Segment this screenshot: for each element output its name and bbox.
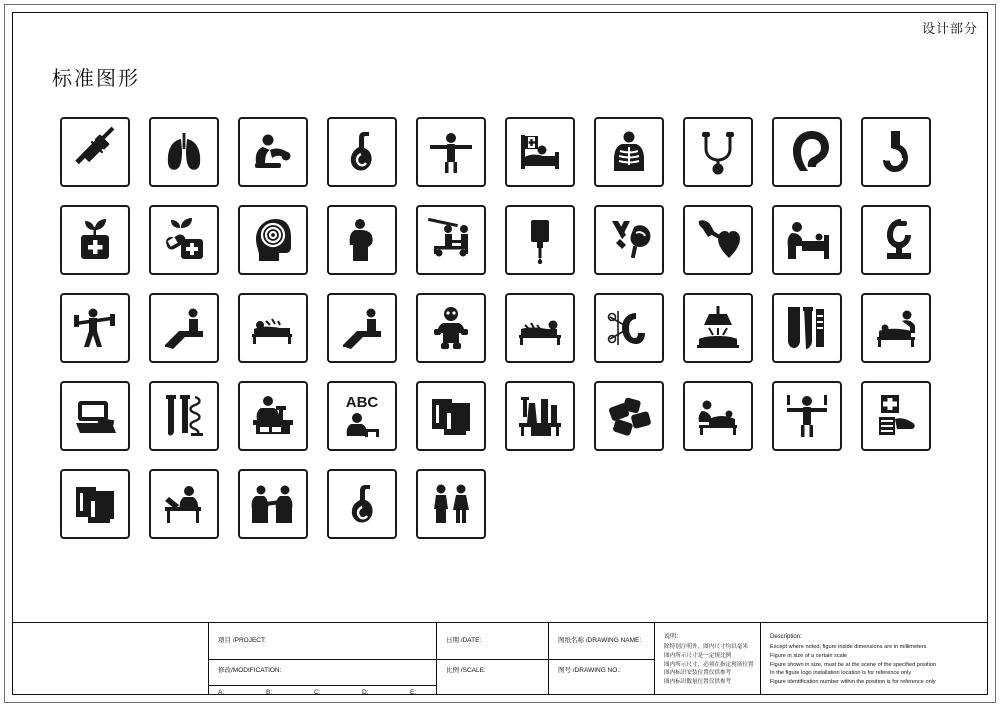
massage-bed-icon xyxy=(238,293,308,363)
icon-cell xyxy=(139,196,228,284)
infant-feeding-icon xyxy=(238,117,308,187)
first-aid-hand-icon xyxy=(861,381,931,451)
icon-cell xyxy=(406,372,495,460)
lab-bench-icon xyxy=(505,381,575,451)
notes-cn-line: 除特别注明外，图内尺寸均以毫米 xyxy=(664,644,748,651)
icon-cell xyxy=(228,196,317,284)
mod-letter-e: E: xyxy=(410,689,417,696)
tb-divider xyxy=(760,623,761,695)
notes-cn-line: 图内所示尺寸，必须在指定现场位置 xyxy=(664,661,754,668)
icon-cell xyxy=(317,284,406,372)
sheet-corner-label: 设计部分 xyxy=(921,21,978,36)
icon-cell xyxy=(317,372,406,460)
icon-cell xyxy=(317,108,406,196)
stomach-2-icon xyxy=(327,469,397,539)
icon-cell xyxy=(317,460,406,548)
page-title: 标准图形 xyxy=(52,68,140,90)
mod-letter-a: A: xyxy=(218,689,225,696)
notes-cn xyxy=(664,633,754,687)
icon-cell xyxy=(851,196,940,284)
mod-letter-b: B: xyxy=(266,689,273,696)
icon-cell xyxy=(317,196,406,284)
notes-cn-line: 图内标识安装位置仅供参考 xyxy=(664,670,732,677)
body-scan-icon xyxy=(772,381,842,451)
bed-care-icon xyxy=(772,205,842,275)
pharmacy-pills-icon xyxy=(149,205,219,275)
svg-text:ABC: ABC xyxy=(345,394,378,411)
ear-icon xyxy=(772,117,842,187)
microscope-icon xyxy=(861,205,931,275)
icon-cell xyxy=(228,108,317,196)
file-folder-2-icon xyxy=(60,469,130,539)
stethoscope-icon xyxy=(683,117,753,187)
icon-cell xyxy=(406,460,495,548)
treatment-table-icon xyxy=(861,293,931,363)
icon-grid xyxy=(50,108,940,548)
kidney-icon xyxy=(594,293,664,363)
abc-classroom-icon xyxy=(327,381,397,451)
operating-lamp-icon xyxy=(683,293,753,363)
icon-cell xyxy=(50,460,139,548)
icon-cell xyxy=(139,372,228,460)
tb-divider xyxy=(208,685,436,686)
notes-cn-head: 说明： xyxy=(664,634,683,640)
stomach-icon xyxy=(327,117,397,187)
tb-divider xyxy=(208,659,436,660)
drawing-no-label: 图号 /DRAWING NO.: xyxy=(558,667,621,674)
icon-cell xyxy=(495,108,584,196)
icon-cell xyxy=(851,284,940,372)
icon-cell xyxy=(228,284,317,372)
pregnancy-icon xyxy=(327,205,397,275)
notes-en-line: Except where noted, figure inside dimensions are in millimeters xyxy=(770,644,927,651)
desk-worker-icon xyxy=(149,469,219,539)
icon-cell xyxy=(406,108,495,196)
icon-cell xyxy=(673,108,762,196)
notes-cn-line: 图内标识数量位置仅供参考 xyxy=(664,678,732,685)
mod-letter-c: C: xyxy=(314,689,321,696)
modification-label: 修改/MODIFICATION: xyxy=(218,667,282,674)
icon-cell xyxy=(851,108,940,196)
project-label: 项目 /PROJECT: xyxy=(218,637,267,644)
patient-lying-icon xyxy=(505,293,575,363)
notes-en-head: Description: xyxy=(770,634,802,640)
icon-cell xyxy=(673,284,762,372)
lab-flask-icon xyxy=(149,381,219,451)
scale-label: 比例 /SCALE: xyxy=(446,667,486,674)
x-ray-body-icon xyxy=(416,117,486,187)
icon-cell xyxy=(762,284,851,372)
icon-cell xyxy=(495,196,584,284)
icon-cell xyxy=(762,372,851,460)
lungs-icon xyxy=(149,117,219,187)
patient-transfer-icon xyxy=(416,205,486,275)
consultation-icon xyxy=(238,469,308,539)
chest-ribs-icon xyxy=(594,117,664,187)
icon-cell xyxy=(50,196,139,284)
icon-cell xyxy=(851,372,940,460)
icon-cell xyxy=(139,460,228,548)
laundry-icon xyxy=(594,381,664,451)
herbal-medicine-icon xyxy=(60,205,130,275)
icon-cell xyxy=(139,108,228,196)
tb-divider xyxy=(548,659,654,660)
escalator-icon xyxy=(149,293,219,363)
icon-cell xyxy=(50,372,139,460)
icon-cell xyxy=(495,372,584,460)
surgery-tools-icon xyxy=(594,205,664,275)
notes-en-line: In the figure logo installation location is for reference only xyxy=(770,670,912,677)
brain-head-icon xyxy=(238,205,308,275)
test-tubes-icon xyxy=(772,293,842,363)
date-label: 日期 /DATE: xyxy=(446,637,482,644)
icon-cell xyxy=(673,372,762,460)
icon-cell xyxy=(584,284,673,372)
notes-en-line: Figure in size of a certain scale xyxy=(770,652,848,659)
icon-cell xyxy=(495,284,584,372)
icon-cell xyxy=(406,284,495,372)
notes-en-line: Figure shown in size, must be at the scene of the specified position xyxy=(770,661,937,668)
notes-en xyxy=(770,633,936,687)
icon-cell xyxy=(50,108,139,196)
modification-letters xyxy=(218,689,458,697)
rehab-exercise-icon xyxy=(60,293,130,363)
mod-letter-d: D: xyxy=(362,689,369,696)
icon-cell xyxy=(50,284,139,372)
tb-divider xyxy=(654,623,655,695)
icon-cell xyxy=(406,196,495,284)
physiotherapy-icon xyxy=(683,381,753,451)
tb-divider xyxy=(436,659,548,660)
icon-cell xyxy=(228,460,317,548)
icon-cell xyxy=(762,196,851,284)
drawing-name-label: 图纸名称 /DRAWING NAME: xyxy=(558,637,642,644)
tv-lounge-icon xyxy=(60,381,130,451)
icon-cell xyxy=(584,372,673,460)
icon-cell xyxy=(762,108,851,196)
title-block xyxy=(12,622,988,695)
heart-hand-icon xyxy=(683,205,753,275)
escalator-down-icon xyxy=(327,293,397,363)
hospital-bed-icon xyxy=(505,117,575,187)
restroom-icon xyxy=(416,469,486,539)
icon-cell xyxy=(228,372,317,460)
icon-cell xyxy=(673,196,762,284)
notes-cn-line: 图内所示尺寸是一定规比例 xyxy=(664,652,732,659)
reception-desk-icon xyxy=(238,381,308,451)
syringe-icon xyxy=(60,117,130,187)
digestive-tract-icon xyxy=(861,117,931,187)
icon-cell xyxy=(139,284,228,372)
file-folder-icon xyxy=(416,381,486,451)
icon-cell xyxy=(584,196,673,284)
notes-en-line: Figure identification number within the position is for reference only xyxy=(770,678,936,685)
iv-drip-icon xyxy=(505,205,575,275)
icon-cell xyxy=(584,108,673,196)
baby-icon xyxy=(416,293,486,363)
